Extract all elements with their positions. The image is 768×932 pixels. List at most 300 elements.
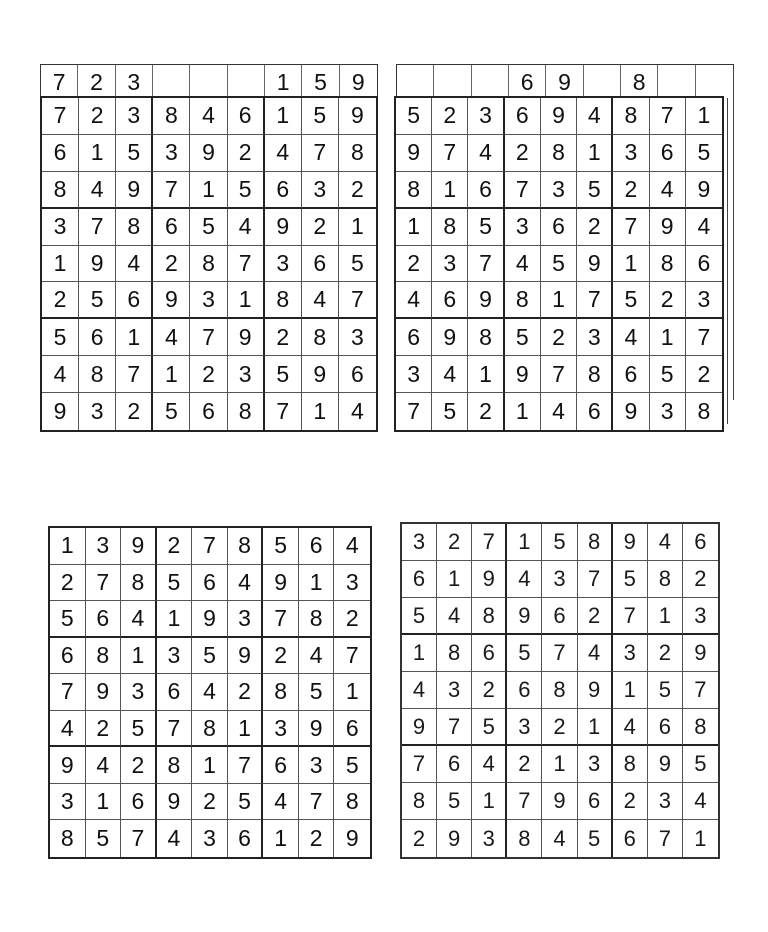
stacked-sheet-edge [733, 70, 734, 400]
sudoku-cell: 4 [121, 601, 157, 638]
sudoku-cell: 8 [437, 635, 472, 672]
sudoku-cell: 6 [263, 747, 299, 784]
sudoku-cell: 2 [265, 319, 302, 356]
sudoku-cell: 3 [432, 246, 468, 283]
sudoku-cell: 8 [650, 246, 686, 283]
sudoku-cell: 7 [265, 393, 302, 430]
sudoku-cell: 6 [650, 135, 686, 172]
strip-cell [153, 65, 190, 96]
sudoku-cell: 7 [153, 172, 190, 209]
sudoku-cell: 1 [190, 172, 227, 209]
sudoku-cell: 4 [541, 393, 577, 430]
sudoku-cell: 5 [648, 672, 683, 709]
sudoku-cell: 5 [116, 135, 153, 172]
sudoku-cell: 6 [299, 528, 335, 565]
sudoku-cell: 8 [302, 319, 339, 356]
strip-cell: 5 [302, 65, 339, 96]
sudoku-cell: 4 [351, 398, 364, 425]
sudoku-cell: 9 [192, 601, 228, 638]
sudoku-cell: 4 [299, 638, 335, 675]
sudoku-cell: 4 [302, 282, 339, 319]
sudoku-cell: 5 [468, 209, 504, 246]
sudoku-cell: 4 [263, 784, 299, 821]
sudoku-cell: 2 [577, 209, 613, 246]
sudoku-cell: 9 [50, 747, 86, 784]
sudoku-cell: 7 [263, 601, 299, 638]
sudoku-cell: 2 [228, 674, 264, 711]
sudoku-cell: 7 [432, 135, 468, 172]
sudoku-cell: 2 [50, 565, 86, 602]
sudoku-cell: 9 [345, 825, 359, 852]
sudoku-cell: 7 [437, 709, 472, 746]
sudoku-cell: 1 [578, 709, 613, 746]
sudoku-cell: 5 [650, 356, 686, 393]
sudoku-cell: 6 [228, 98, 265, 135]
strip-cell: 6 [509, 65, 546, 96]
sudoku-cell: 6 [613, 356, 649, 393]
sudoku-cell: 9 [648, 746, 683, 783]
sudoku-cell: 6 [190, 393, 227, 430]
sudoku-cell: 2 [190, 356, 227, 393]
sudoku-cell: 7 [190, 319, 227, 356]
sudoku-cell: 3 [472, 820, 507, 857]
sudoku-cell: 8 [42, 172, 79, 209]
sudoku-cell: 9 [79, 246, 116, 283]
sudoku-cell: 8 [396, 172, 432, 209]
sudoku-cell: 7 [648, 820, 683, 857]
sudoku-cell: 8 [697, 398, 711, 425]
strip-cell [397, 65, 434, 96]
sudoku-grid-3 [48, 526, 372, 859]
sudoku-cell: 9 [86, 674, 122, 711]
sudoku-cell: 1 [50, 528, 86, 565]
sudoku-cell: 8 [265, 282, 302, 319]
sudoku-cell: 7 [468, 246, 504, 283]
sudoku-cell: 7 [472, 524, 507, 561]
sudoku-cell: 8 [472, 598, 507, 635]
sudoku-cell: 9 [302, 356, 339, 393]
sudoku-cell: 3 [192, 820, 228, 857]
sudoku-cell: 4 [505, 246, 541, 283]
sudoku-cell: 8 [541, 135, 577, 172]
sudoku-cell: 5 [683, 746, 718, 783]
sudoku-strip-1 [40, 64, 378, 96]
sudoku-cell: 6 [86, 601, 122, 638]
sudoku-cell: 8 [613, 98, 649, 135]
sudoku-cell: 1 [402, 635, 437, 672]
sudoku-cell: 7 [157, 711, 193, 748]
sudoku-cell: 2 [228, 135, 265, 172]
sudoku-cell: 8 [402, 783, 437, 820]
sudoku-cell: 9 [402, 709, 437, 746]
sudoku-cell: 5 [578, 820, 613, 857]
sudoku-cell: 3 [396, 356, 432, 393]
sudoku-cell: 7 [116, 356, 153, 393]
sudoku-cell: 4 [153, 319, 190, 356]
sudoku-cell: 7 [50, 674, 86, 711]
sudoku-cell: 3 [507, 709, 542, 746]
sudoku-cell: 2 [578, 598, 613, 635]
sudoku-cell: 3 [334, 565, 370, 602]
sudoku-cell: 7 [121, 820, 157, 857]
strip-cell [472, 65, 509, 96]
sudoku-cell: 6 [79, 319, 116, 356]
sudoku-cell: 7 [613, 598, 648, 635]
sudoku-cell: 5 [265, 356, 302, 393]
sudoku-cell: 3 [121, 674, 157, 711]
sudoku-cell: 9 [116, 172, 153, 209]
strip-cell: 8 [621, 65, 658, 96]
sudoku-cell: 9 [437, 820, 472, 857]
sudoku-cell: 2 [116, 393, 153, 430]
sudoku-cell: 1 [339, 209, 376, 246]
sudoku-cell: 8 [263, 674, 299, 711]
sudoku-cell: 8 [299, 601, 335, 638]
sudoku-cell: 8 [192, 711, 228, 748]
sudoku-cell: 7 [577, 282, 613, 319]
sudoku-cell: 5 [334, 747, 370, 784]
sudoku-cell: 9 [153, 282, 190, 319]
sudoku-cell: 9 [157, 784, 193, 821]
sudoku-cell: 1 [265, 98, 302, 135]
sudoku-cell: 2 [402, 820, 437, 857]
sudoku-cell: 6 [402, 561, 437, 598]
sudoku-cell: 3 [613, 135, 649, 172]
sudoku-cell: 5 [42, 319, 79, 356]
sudoku-cell: 8 [86, 638, 122, 675]
sudoku-cell: 8 [578, 524, 613, 561]
sudoku-cell: 6 [542, 598, 577, 635]
sudoku-cell: 2 [505, 135, 541, 172]
sudoku-cell: 8 [505, 282, 541, 319]
sudoku-cell: 9 [432, 319, 468, 356]
sudoku-cell: 7 [339, 282, 376, 319]
sudoku-cell: 4 [396, 282, 432, 319]
sudoku-cell: 4 [578, 635, 613, 672]
sudoku-cell: 4 [468, 135, 504, 172]
sudoku-cell: 2 [613, 172, 649, 209]
sudoku-cell: 7 [542, 635, 577, 672]
sudoku-cell: 5 [432, 393, 468, 430]
sudoku-cell: 6 [507, 672, 542, 709]
sudoku-cell: 6 [334, 711, 370, 748]
sudoku-cell: 9 [507, 598, 542, 635]
sudoku-cell: 3 [42, 209, 79, 246]
sudoku-cell: 3 [542, 561, 577, 598]
sudoku-cell: 6 [613, 820, 648, 857]
sudoku-cell: 6 [192, 565, 228, 602]
sudoku-cell: 6 [157, 674, 193, 711]
sudoku-cell: 6 [432, 282, 468, 319]
sudoku-cell: 2 [650, 282, 686, 319]
sudoku-cell: 3 [468, 98, 504, 135]
sudoku-cell: 2 [121, 747, 157, 784]
strip-cell: 3 [116, 65, 153, 96]
sudoku-cell: 1 [228, 711, 264, 748]
sudoku-cell: 4 [228, 565, 264, 602]
sudoku-cell: 6 [339, 356, 376, 393]
sudoku-cell: 5 [613, 282, 649, 319]
sudoku-cell: 9 [190, 135, 227, 172]
sudoku-cell: 1 [472, 783, 507, 820]
sudoku-cell: 3 [79, 393, 116, 430]
sudoku-cell: 3 [228, 356, 265, 393]
sudoku-cell: 7 [541, 356, 577, 393]
sudoku-cell: 1 [541, 282, 577, 319]
sudoku-cell: 5 [50, 601, 86, 638]
sudoku-cell: 4 [648, 524, 683, 561]
sudoku-cell: 4 [577, 98, 613, 135]
sudoku-cell: 1 [650, 319, 686, 356]
sudoku-cell: 8 [228, 393, 265, 430]
sudoku-grid-1 [40, 96, 378, 432]
strip-cell [190, 65, 227, 96]
sudoku-cell: 4 [402, 672, 437, 709]
sudoku-cell: 6 [686, 246, 722, 283]
sudoku-cell: 4 [432, 356, 468, 393]
sudoku-cell: 3 [686, 282, 722, 319]
sudoku-cell: 4 [50, 711, 86, 748]
sudoku-cell: 8 [228, 528, 264, 565]
sudoku-cell: 1 [613, 672, 648, 709]
sudoku-cell: 7 [396, 393, 432, 430]
sudoku-cell: 9 [683, 635, 718, 672]
sudoku-cell: 3 [648, 783, 683, 820]
sudoku-cell: 9 [263, 565, 299, 602]
sudoku-cell: 9 [472, 561, 507, 598]
sudoku-cell: 2 [299, 820, 335, 857]
sudoku-cell: 1 [577, 135, 613, 172]
sudoku-cell: 5 [686, 135, 722, 172]
sudoku-cell: 2 [468, 393, 504, 430]
sudoku-cell: 5 [299, 674, 335, 711]
sudoku-cell: 7 [86, 565, 122, 602]
sudoku-cell: 1 [396, 209, 432, 246]
sudoku-cell: 5 [228, 172, 265, 209]
sudoku-cell: 3 [190, 282, 227, 319]
sudoku-cell: 9 [339, 98, 376, 135]
sudoku-cell: 1 [121, 638, 157, 675]
sudoku-cell: 8 [121, 565, 157, 602]
sudoku-cell: 5 [153, 393, 190, 430]
sudoku-cell: 2 [263, 638, 299, 675]
sudoku-cell: 7 [578, 561, 613, 598]
sudoku-cell: 5 [79, 282, 116, 319]
sudoku-cell: 4 [472, 746, 507, 783]
sudoku-cell: 1 [86, 784, 122, 821]
sudoku-cell: 7 [228, 246, 265, 283]
sudoku-cell: 4 [79, 172, 116, 209]
sudoku-cell: 8 [542, 672, 577, 709]
strip-cell: 9 [546, 65, 583, 96]
sudoku-cell: 3 [437, 672, 472, 709]
sudoku-cell: 6 [121, 784, 157, 821]
sudoku-grid-4 [400, 522, 720, 859]
sudoku-cell: 2 [683, 561, 718, 598]
sudoku-cell: 4 [650, 172, 686, 209]
sudoku-cell: 3 [577, 319, 613, 356]
sudoku-cell: 8 [577, 356, 613, 393]
sudoku-cell: 2 [79, 98, 116, 135]
sudoku-cell: 1 [505, 393, 541, 430]
sudoku-cell: 7 [79, 209, 116, 246]
sudoku-cell: 3 [153, 135, 190, 172]
sudoku-cell: 2 [472, 672, 507, 709]
sudoku-cell: 1 [468, 356, 504, 393]
sudoku-cell: 5 [437, 783, 472, 820]
sudoku-cell: 4 [613, 319, 649, 356]
sudoku-cell: 6 [228, 820, 264, 857]
sudoku-cell: 7 [683, 672, 718, 709]
sudoku-cell: 9 [265, 209, 302, 246]
sudoku-cell: 4 [613, 709, 648, 746]
sudoku-cell: 2 [157, 528, 193, 565]
sudoku-cell: 3 [228, 601, 264, 638]
sudoku-cell: 9 [228, 638, 264, 675]
sudoku-cell: 3 [116, 98, 153, 135]
sudoku-cell: 4 [116, 246, 153, 283]
sudoku-cell: 3 [578, 746, 613, 783]
sudoku-cell: 7 [299, 784, 335, 821]
sudoku-cell: 6 [153, 209, 190, 246]
sudoku-cell: 1 [299, 565, 335, 602]
sudoku-cell: 3 [683, 598, 718, 635]
sudoku-cell: 9 [468, 282, 504, 319]
sudoku-cell: 1 [432, 172, 468, 209]
strip-cell: 1 [265, 65, 302, 96]
sudoku-cell: 4 [42, 356, 79, 393]
sudoku-cell: 7 [228, 747, 264, 784]
sudoku-cell: 1 [686, 98, 722, 135]
sudoku-cell: 1 [334, 674, 370, 711]
strip-cell [434, 65, 471, 96]
sudoku-cell: 1 [648, 598, 683, 635]
sudoku-cell: 9 [228, 319, 265, 356]
sudoku-cell: 6 [302, 246, 339, 283]
sudoku-cell: 5 [263, 528, 299, 565]
sudoku-cell: 6 [396, 319, 432, 356]
sudoku-cell: 5 [402, 598, 437, 635]
sudoku-cell: 1 [542, 746, 577, 783]
sudoku-cell: 9 [541, 98, 577, 135]
sudoku-cell: 2 [437, 524, 472, 561]
sudoku-cell: 3 [263, 711, 299, 748]
sudoku-grid-2 [394, 96, 724, 432]
sudoku-cell: 3 [505, 209, 541, 246]
sudoku-cell: 8 [190, 246, 227, 283]
sudoku-cell: 9 [686, 172, 722, 209]
sudoku-cell: 9 [613, 524, 648, 561]
strip-cell: 9 [351, 69, 365, 95]
sudoku-cell: 9 [505, 356, 541, 393]
sudoku-cell: 6 [50, 638, 86, 675]
sudoku-cell: 1 [263, 820, 299, 857]
sudoku-cell: 5 [121, 711, 157, 748]
sudoku-cell: 7 [302, 135, 339, 172]
sudoku-cell: 1 [507, 524, 542, 561]
sudoku-cell: 9 [613, 393, 649, 430]
sudoku-cell: 5 [613, 561, 648, 598]
sudoku-cell: 5 [541, 246, 577, 283]
sudoku-cell: 5 [228, 784, 264, 821]
sudoku-cell: 1 [153, 356, 190, 393]
sudoku-cell: 7 [505, 172, 541, 209]
sudoku-cell: 2 [302, 209, 339, 246]
sudoku-cell: 9 [121, 528, 157, 565]
sudoku-cell: 9 [299, 711, 335, 748]
sudoku-cell: 2 [42, 282, 79, 319]
sudoku-cell: 5 [472, 709, 507, 746]
sudoku-cell: 4 [190, 98, 227, 135]
sudoku-cell: 4 [437, 598, 472, 635]
strip-cell [658, 65, 695, 96]
sudoku-cell: 6 [437, 746, 472, 783]
sudoku-cell: 2 [334, 601, 370, 638]
sudoku-cell: 8 [79, 356, 116, 393]
sudoku-cell: 5 [577, 172, 613, 209]
sudoku-cell: 3 [302, 172, 339, 209]
sudoku-cell: 1 [42, 246, 79, 283]
sudoku-cell: 5 [507, 635, 542, 672]
sudoku-cell: 8 [334, 784, 370, 821]
sudoku-cell: 5 [542, 524, 577, 561]
sudoku-cell: 7 [613, 209, 649, 246]
sudoku-cell: 6 [472, 635, 507, 672]
sudoku-cell: 6 [648, 709, 683, 746]
sudoku-cell: 7 [42, 98, 79, 135]
sudoku-cell: 3 [339, 319, 376, 356]
sudoku-cell: 4 [334, 528, 370, 565]
sudoku-cell: 5 [339, 246, 376, 283]
sudoku-cell: 5 [302, 98, 339, 135]
sudoku-cell: 8 [116, 209, 153, 246]
sudoku-cell: 3 [299, 747, 335, 784]
sudoku-cell: 9 [396, 135, 432, 172]
sudoku-cell: 5 [86, 820, 122, 857]
sudoku-cell: 4 [686, 209, 722, 246]
sudoku-cell: 1 [192, 747, 228, 784]
sudoku-cell: 6 [683, 524, 718, 561]
sudoku-cell: 2 [686, 356, 722, 393]
sudoku-cell: 2 [542, 709, 577, 746]
sudoku-cell: 9 [542, 783, 577, 820]
sudoku-cell: 7 [686, 319, 722, 356]
sudoku-cell: 8 [683, 709, 718, 746]
sudoku-cell: 9 [577, 246, 613, 283]
sudoku-cell: 1 [157, 601, 193, 638]
sudoku-cell: 2 [86, 711, 122, 748]
sudoku-cell: 6 [541, 209, 577, 246]
strip-cell: 7 [41, 65, 78, 96]
sudoku-cell: 5 [190, 209, 227, 246]
sudoku-cell: 4 [157, 820, 193, 857]
sudoku-cell: 4 [86, 747, 122, 784]
sudoku-cell: 7 [650, 98, 686, 135]
sudoku-cell: 6 [577, 393, 613, 430]
sudoku-cell: 7 [334, 638, 370, 675]
sudoku-cell: 1 [613, 246, 649, 283]
sudoku-cell: 1 [302, 393, 339, 430]
sudoku-cell: 1 [116, 319, 153, 356]
sudoku-cell: 2 [613, 783, 648, 820]
stacked-sheet-edge [727, 98, 728, 424]
sudoku-cell: 4 [265, 135, 302, 172]
sudoku-cell: 3 [541, 172, 577, 209]
sudoku-cell: 2 [507, 746, 542, 783]
sudoku-cell: 2 [432, 98, 468, 135]
sudoku-cell: 4 [683, 783, 718, 820]
sudoku-cell: 5 [192, 638, 228, 675]
